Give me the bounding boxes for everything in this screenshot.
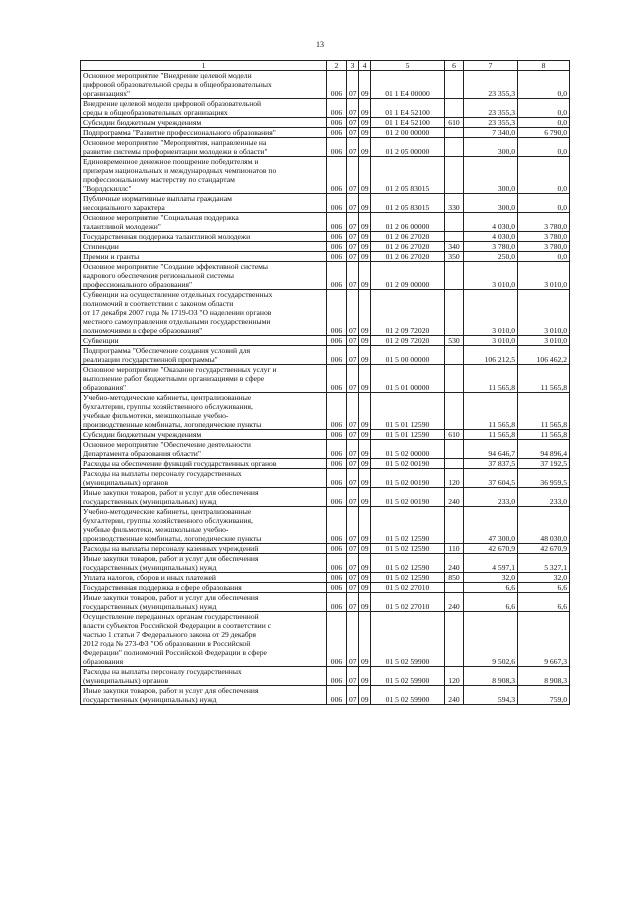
code-subsection-cell: 09 (359, 232, 371, 242)
code-section-cell: 07 (347, 430, 359, 440)
table-row (81, 71, 570, 99)
code-expense-cell: 240 (445, 686, 464, 705)
code-expense-cell (445, 157, 464, 194)
code-admin-cell: 006 (327, 554, 347, 573)
code-section-cell: 07 (347, 128, 359, 138)
amount-year2-cell: 36 959,5 (518, 469, 570, 488)
amount-year1-cell: 32,0 (464, 573, 518, 583)
code-target-cell: 01 5 02 27010 (371, 583, 445, 593)
code-subsection-cell: 09 (359, 430, 371, 440)
code-subsection-cell: 09 (359, 488, 371, 507)
row-name-cell: Расходы на выплаты персоналу государственных (муниципальных) органов (81, 667, 327, 686)
row-name-cell: Осуществление переданных органам государственной власти субъектов Российской Федерации в соответствии с частью 1 статьи 7 Федерального закона от 29 декабря 2012 года № 273-ФЗ "Об образовании в Российской Федерации" полномочий Российской Федерации в сфере образования (81, 612, 327, 667)
code-target-cell: 01 5 02 59900 (371, 612, 445, 667)
col-header: 5 (371, 61, 445, 71)
row-name-cell: Государственная поддержка талантливой молодежи (81, 232, 327, 242)
code-admin-cell: 006 (327, 118, 347, 128)
code-section-cell: 07 (347, 262, 359, 290)
code-section-cell: 07 (347, 544, 359, 554)
code-section-cell: 07 (347, 573, 359, 583)
amount-year2-cell: 42 670,9 (518, 544, 570, 554)
table-row (81, 194, 570, 213)
code-expense-cell (445, 128, 464, 138)
row-name-cell: Публичные нормативные выплаты гражданам несоциального характера (81, 194, 327, 213)
amount-year1-cell: 37 837,5 (464, 459, 518, 469)
code-subsection-cell: 09 (359, 262, 371, 290)
amount-year1-cell: 300,0 (464, 157, 518, 194)
table-row (81, 336, 570, 346)
table-row (81, 157, 570, 194)
amount-year1-cell: 3 780,0 (464, 242, 518, 252)
table-row (81, 232, 570, 242)
amount-year2-cell: 32,0 (518, 573, 570, 583)
code-subsection-cell: 09 (359, 554, 371, 573)
row-name-cell: Подпрограмма "Развитие профессионального образования" (81, 128, 327, 138)
row-name-cell: Субвенции (81, 336, 327, 346)
table-row (81, 459, 570, 469)
code-target-cell: 01 2 09 72020 (371, 336, 445, 346)
amount-year2-cell: 3 780,0 (518, 232, 570, 242)
code-expense-cell (445, 440, 464, 459)
amount-year1-cell: 6,6 (464, 593, 518, 612)
table-row (81, 469, 570, 488)
amount-year2-cell: 37 192,5 (518, 459, 570, 469)
code-admin-cell: 006 (327, 573, 347, 583)
code-target-cell: 01 5 01 12590 (371, 393, 445, 430)
code-target-cell: 01 5 01 00000 (371, 365, 445, 393)
code-subsection-cell: 09 (359, 252, 371, 262)
code-subsection-cell: 09 (359, 242, 371, 252)
amount-year1-cell: 9 502,6 (464, 612, 518, 667)
table-row (81, 365, 570, 393)
code-admin-cell: 006 (327, 99, 347, 118)
row-name-cell: Учебно-методические кабинеты, централизованные бухгалтерии, группы хозяйственного обслуживания, учебные фильмотеки, межшкольные учебно- производственные комбинаты, логопедические пункты (81, 393, 327, 430)
code-subsection-cell: 09 (359, 213, 371, 232)
code-subsection-cell: 09 (359, 393, 371, 430)
code-expense-cell: 240 (445, 593, 464, 612)
table-row (81, 507, 570, 544)
table-row (81, 488, 570, 507)
code-section-cell: 07 (347, 554, 359, 573)
amount-year1-cell: 233,0 (464, 488, 518, 507)
amount-year1-cell: 11 565,8 (464, 430, 518, 440)
row-name-cell: Единовременное денежное поощрение победителям и призерам национальных и международных чемпионатов по профессиональному мастерству по стандартам "Ворлдскиллс" (81, 157, 327, 194)
col-header: 6 (445, 61, 464, 71)
amount-year1-cell: 11 565,8 (464, 393, 518, 430)
amount-year2-cell: 3 010,0 (518, 336, 570, 346)
amount-year2-cell: 11 565,8 (518, 430, 570, 440)
table-body (81, 71, 570, 705)
code-target-cell: 01 2 00 00000 (371, 128, 445, 138)
code-expense-cell (445, 262, 464, 290)
amount-year2-cell: 0,0 (518, 99, 570, 118)
code-section-cell: 07 (347, 667, 359, 686)
code-subsection-cell: 09 (359, 71, 371, 99)
code-target-cell: 01 5 02 00000 (371, 440, 445, 459)
code-section-cell: 07 (347, 393, 359, 430)
amount-year2-cell: 3 780,0 (518, 242, 570, 252)
code-target-cell: 01 2 09 72020 (371, 290, 445, 336)
amount-year1-cell: 594,3 (464, 686, 518, 705)
code-expense-cell (445, 393, 464, 430)
code-section-cell: 07 (347, 346, 359, 365)
code-admin-cell: 006 (327, 593, 347, 612)
code-subsection-cell: 09 (359, 157, 371, 194)
col-header: 8 (518, 61, 570, 71)
code-target-cell: 01 2 06 00000 (371, 213, 445, 232)
row-name-cell: Уплата налогов, сборов и иных платежей (81, 573, 327, 583)
amount-year2-cell: 233,0 (518, 488, 570, 507)
table-row (81, 213, 570, 232)
code-section-cell: 07 (347, 138, 359, 157)
table-row (81, 138, 570, 157)
code-admin-cell: 006 (327, 128, 347, 138)
code-target-cell: 01 5 02 00190 (371, 469, 445, 488)
code-expense-cell: 120 (445, 667, 464, 686)
code-admin-cell: 006 (327, 488, 347, 507)
code-expense-cell (445, 232, 464, 242)
code-subsection-cell: 09 (359, 507, 371, 544)
code-target-cell: 01 5 02 00190 (371, 459, 445, 469)
table-row (81, 554, 570, 573)
code-admin-cell: 006 (327, 71, 347, 99)
code-expense-cell (445, 290, 464, 336)
code-section-cell: 07 (347, 488, 359, 507)
code-admin-cell: 006 (327, 252, 347, 262)
code-subsection-cell: 09 (359, 686, 371, 705)
row-name-cell: Иные закупки товаров, работ и услуг для обеспечения государственных (муниципальных) нужд (81, 488, 327, 507)
amount-year2-cell: 3 780,0 (518, 213, 570, 232)
code-expense-cell: 530 (445, 336, 464, 346)
col-header: 2 (327, 61, 347, 71)
code-section-cell: 07 (347, 252, 359, 262)
code-target-cell: 01 2 05 83015 (371, 157, 445, 194)
amount-year1-cell: 23 355,3 (464, 71, 518, 99)
code-expense-cell: 110 (445, 544, 464, 554)
code-section-cell: 07 (347, 213, 359, 232)
code-target-cell: 01 5 02 59900 (371, 667, 445, 686)
table-row (81, 118, 570, 128)
code-subsection-cell: 09 (359, 544, 371, 554)
code-admin-cell: 006 (327, 686, 347, 705)
code-section-cell: 07 (347, 118, 359, 128)
code-section-cell: 07 (347, 194, 359, 213)
code-expense-cell (445, 365, 464, 393)
code-section-cell: 07 (347, 242, 359, 252)
code-subsection-cell: 09 (359, 346, 371, 365)
code-target-cell: 01 1 Е4 52100 (371, 99, 445, 118)
code-expense-cell (445, 346, 464, 365)
code-expense-cell: 330 (445, 194, 464, 213)
row-name-cell: Основное мероприятие "Оказание государственных услуг и выполнение работ бюджетными организациями в сфере образования" (81, 365, 327, 393)
row-name-cell: Внедрение целевой модели цифровой образовательной среды в общеобразовательных организациях (81, 99, 327, 118)
table-row (81, 252, 570, 262)
code-subsection-cell: 09 (359, 440, 371, 459)
code-admin-cell: 006 (327, 544, 347, 554)
code-admin-cell: 006 (327, 365, 347, 393)
row-name-cell: Субсидии бюджетным учреждениям (81, 430, 327, 440)
code-target-cell: 01 5 02 12590 (371, 573, 445, 583)
amount-year1-cell: 250,0 (464, 252, 518, 262)
code-target-cell: 01 5 02 12590 (371, 507, 445, 544)
code-section-cell: 07 (347, 336, 359, 346)
code-section-cell: 07 (347, 99, 359, 118)
amount-year1-cell: 94 646,7 (464, 440, 518, 459)
code-section-cell: 07 (347, 232, 359, 242)
code-target-cell: 01 2 06 27020 (371, 232, 445, 242)
amount-year1-cell: 7 340,0 (464, 128, 518, 138)
code-expense-cell (445, 507, 464, 544)
table-row (81, 593, 570, 612)
amount-year2-cell: 5 327,1 (518, 554, 570, 573)
code-admin-cell: 006 (327, 194, 347, 213)
code-section-cell: 07 (347, 469, 359, 488)
row-name-cell: Учебно-методические кабинеты, централизованные бухгалтерии, группы хозяйственного обслуживания, учебные фильмотеки, межшкольные учебно- производственные комбинаты, логопедические пункты (81, 507, 327, 544)
code-target-cell: 01 2 06 27020 (371, 242, 445, 252)
header-row (81, 61, 570, 71)
row-name-cell: Подпрограмма "Обеспечение создания условий для реализации государственной программы" (81, 346, 327, 365)
amount-year1-cell: 42 670,9 (464, 544, 518, 554)
code-admin-cell: 006 (327, 157, 347, 194)
code-section-cell: 07 (347, 686, 359, 705)
row-name-cell: Основное мероприятие "Создание эффективной системы кадрового обеспечения региональной системы профессионального образования" (81, 262, 327, 290)
code-expense-cell: 120 (445, 469, 464, 488)
code-target-cell: 01 2 05 83015 (371, 194, 445, 213)
amount-year2-cell: 11 565,8 (518, 393, 570, 430)
code-admin-cell: 006 (327, 507, 347, 544)
row-name-cell: Основное мероприятие "Обеспечение деятельности Департамента образования области" (81, 440, 327, 459)
code-subsection-cell: 09 (359, 593, 371, 612)
code-section-cell: 07 (347, 290, 359, 336)
code-admin-cell: 006 (327, 440, 347, 459)
amount-year2-cell: 8 908,3 (518, 667, 570, 686)
row-name-cell: Премии и гранты (81, 252, 327, 262)
amount-year1-cell: 23 355,3 (464, 99, 518, 118)
code-subsection-cell: 09 (359, 194, 371, 213)
table-row (81, 99, 570, 118)
amount-year2-cell: 0,0 (518, 138, 570, 157)
code-admin-cell: 006 (327, 393, 347, 430)
col-header: 3 (347, 61, 359, 71)
amount-year1-cell: 106 212,5 (464, 346, 518, 365)
code-expense-cell (445, 612, 464, 667)
code-target-cell: 01 5 02 00190 (371, 488, 445, 507)
code-subsection-cell: 09 (359, 336, 371, 346)
code-target-cell: 01 5 01 12590 (371, 430, 445, 440)
code-subsection-cell: 09 (359, 128, 371, 138)
row-name-cell: Субсидии бюджетным учреждениям (81, 118, 327, 128)
code-subsection-cell: 09 (359, 469, 371, 488)
row-name-cell: Иные закупки товаров, работ и услуг для обеспечения государственных (муниципальных) нужд (81, 686, 327, 705)
amount-year2-cell: 6,6 (518, 593, 570, 612)
amount-year1-cell: 3 010,0 (464, 336, 518, 346)
code-expense-cell: 240 (445, 554, 464, 573)
code-target-cell: 01 1 Е4 52100 (371, 118, 445, 128)
code-expense-cell (445, 71, 464, 99)
code-target-cell: 01 2 05 00000 (371, 138, 445, 157)
col-header: 4 (359, 61, 371, 71)
code-admin-cell: 006 (327, 290, 347, 336)
table-row (81, 686, 570, 705)
table-row (81, 128, 570, 138)
code-admin-cell: 006 (327, 469, 347, 488)
table-row (81, 393, 570, 430)
amount-year1-cell: 8 908,3 (464, 667, 518, 686)
row-name-cell: Основное мероприятие "Социальная поддержка талантливой молодежи" (81, 213, 327, 232)
amount-year2-cell: 3 010,0 (518, 262, 570, 290)
code-expense-cell: 350 (445, 252, 464, 262)
code-target-cell: 01 2 06 27020 (371, 252, 445, 262)
table-row (81, 440, 570, 459)
code-target-cell: 01 2 09 00000 (371, 262, 445, 290)
row-name-cell: Основное мероприятие "Внедрение целевой модели цифровой образовательной среды в общеобразовательных организациях" (81, 71, 327, 99)
amount-year1-cell: 4 030,0 (464, 232, 518, 242)
code-admin-cell: 006 (327, 262, 347, 290)
amount-year1-cell: 3 010,0 (464, 262, 518, 290)
code-section-cell: 07 (347, 365, 359, 393)
code-subsection-cell: 09 (359, 612, 371, 667)
code-subsection-cell: 09 (359, 573, 371, 583)
row-name-cell: Субвенции на осуществление отдельных государственных полномочий в соответствии с законом области от 17 декабря 2007 года № 1719-ОЗ "О наделении органов местного самоуправления отдельными государственными полномочиями в сфере образования" (81, 290, 327, 336)
row-name-cell: Государственная поддержка в сфере образования (81, 583, 327, 593)
row-name-cell: Стипендии (81, 242, 327, 252)
amount-year2-cell: 0,0 (518, 71, 570, 99)
amount-year1-cell: 47 300,0 (464, 507, 518, 544)
table-row (81, 583, 570, 593)
row-name-cell: Расходы на выплаты персоналу казенных учреждений (81, 544, 327, 554)
amount-year2-cell: 48 030,0 (518, 507, 570, 544)
row-name-cell: Расходы на обеспечение функций государственных органов (81, 459, 327, 469)
budget-table (80, 60, 570, 705)
amount-year1-cell: 23 355,3 (464, 118, 518, 128)
amount-year1-cell: 4 030,0 (464, 213, 518, 232)
amount-year1-cell: 3 010,0 (464, 290, 518, 336)
amount-year2-cell: 759,0 (518, 686, 570, 705)
code-section-cell: 07 (347, 593, 359, 612)
table-row (81, 667, 570, 686)
code-admin-cell: 006 (327, 336, 347, 346)
code-target-cell: 01 5 02 59900 (371, 686, 445, 705)
amount-year2-cell: 9 667,3 (518, 612, 570, 667)
code-expense-cell (445, 213, 464, 232)
code-expense-cell: 610 (445, 430, 464, 440)
col-header: 7 (464, 61, 518, 71)
page-number: 13 (316, 40, 324, 49)
code-target-cell: 01 5 00 00000 (371, 346, 445, 365)
amount-year1-cell: 300,0 (464, 194, 518, 213)
code-subsection-cell: 09 (359, 667, 371, 686)
row-name-cell: Основное мероприятие "Мероприятия, направленные на развитие системы профориентации молодежи в области" (81, 138, 327, 157)
code-section-cell: 07 (347, 440, 359, 459)
code-subsection-cell: 09 (359, 99, 371, 118)
code-target-cell: 01 5 02 12590 (371, 554, 445, 573)
code-subsection-cell: 09 (359, 365, 371, 393)
code-expense-cell (445, 99, 464, 118)
code-admin-cell: 006 (327, 232, 347, 242)
amount-year1-cell: 11 565,8 (464, 365, 518, 393)
row-name-cell: Иные закупки товаров, работ и услуг для обеспечения государственных (муниципальных) нужд (81, 593, 327, 612)
table-row (81, 290, 570, 336)
code-section-cell: 07 (347, 71, 359, 99)
amount-year2-cell: 0,0 (518, 194, 570, 213)
code-subsection-cell: 09 (359, 138, 371, 157)
code-subsection-cell: 09 (359, 290, 371, 336)
code-section-cell: 07 (347, 507, 359, 544)
amount-year2-cell: 0,0 (518, 252, 570, 262)
code-expense-cell: 240 (445, 488, 464, 507)
code-subsection-cell: 09 (359, 118, 371, 128)
code-admin-cell: 006 (327, 430, 347, 440)
amount-year2-cell: 6 790,0 (518, 128, 570, 138)
code-section-cell: 07 (347, 459, 359, 469)
row-name-cell: Иные закупки товаров, работ и услуг для обеспечения государственных (муниципальных) нужд (81, 554, 327, 573)
amount-year1-cell: 300,0 (464, 138, 518, 157)
code-subsection-cell: 09 (359, 459, 371, 469)
amount-year2-cell: 0,0 (518, 118, 570, 128)
table-row (81, 430, 570, 440)
code-admin-cell: 006 (327, 667, 347, 686)
amount-year2-cell: 94 896,4 (518, 440, 570, 459)
code-admin-cell: 006 (327, 583, 347, 593)
table-row (81, 573, 570, 583)
code-section-cell: 07 (347, 583, 359, 593)
code-expense-cell (445, 459, 464, 469)
amount-year2-cell: 6,6 (518, 583, 570, 593)
amount-year2-cell: 0,0 (518, 157, 570, 194)
amount-year2-cell: 11 565,8 (518, 365, 570, 393)
code-admin-cell: 006 (327, 459, 347, 469)
amount-year1-cell: 6,6 (464, 583, 518, 593)
table-row (81, 262, 570, 290)
amount-year1-cell: 4 597,1 (464, 554, 518, 573)
code-section-cell: 07 (347, 612, 359, 667)
table-row (81, 242, 570, 252)
table-row (81, 612, 570, 667)
table-row (81, 544, 570, 554)
code-expense-cell: 850 (445, 573, 464, 583)
row-name-cell: Расходы на выплаты персоналу государственных (муниципальных) органов (81, 469, 327, 488)
code-target-cell: 01 1 Е4 00000 (371, 71, 445, 99)
amount-year2-cell: 3 010,0 (518, 290, 570, 336)
code-admin-cell: 006 (327, 346, 347, 365)
code-admin-cell: 006 (327, 213, 347, 232)
code-expense-cell: 340 (445, 242, 464, 252)
amount-year2-cell: 106 462,2 (518, 346, 570, 365)
col-header: 1 (81, 61, 327, 71)
table-header (81, 61, 570, 71)
code-expense-cell (445, 583, 464, 593)
code-subsection-cell: 09 (359, 583, 371, 593)
table-row (81, 346, 570, 365)
code-expense-cell (445, 138, 464, 157)
code-section-cell: 07 (347, 157, 359, 194)
amount-year1-cell: 37 604,5 (464, 469, 518, 488)
code-target-cell: 01 5 02 27010 (371, 593, 445, 612)
code-admin-cell: 006 (327, 138, 347, 157)
code-target-cell: 01 5 02 12590 (371, 544, 445, 554)
code-admin-cell: 006 (327, 242, 347, 252)
code-expense-cell: 610 (445, 118, 464, 128)
code-admin-cell: 006 (327, 612, 347, 667)
